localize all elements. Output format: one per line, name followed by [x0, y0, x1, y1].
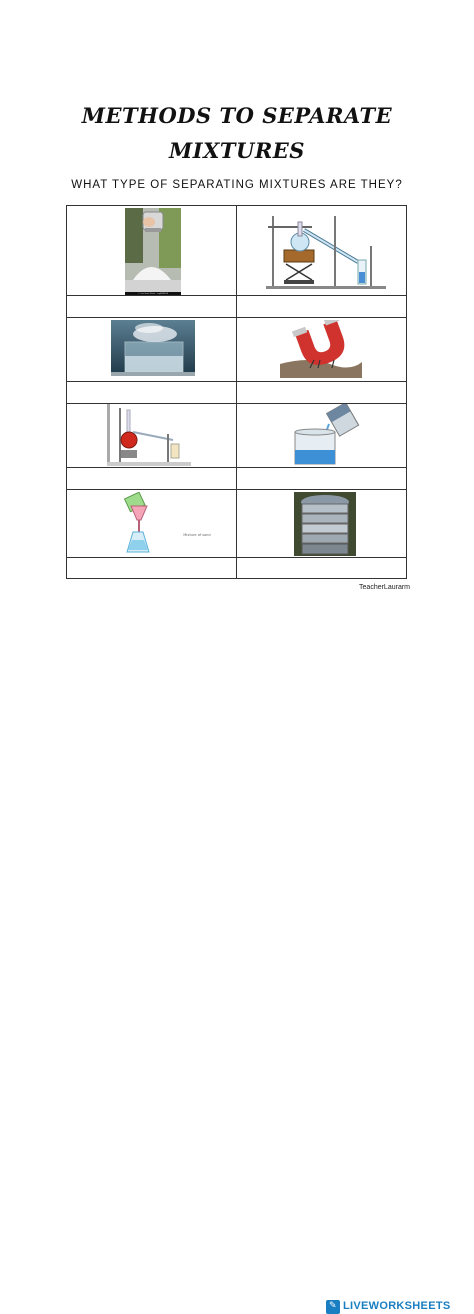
- funnel-caption: Mixture of sand: [183, 533, 211, 537]
- liveworksheets-logo-icon: ✎: [326, 1300, 340, 1314]
- image-cell-distillation: [237, 206, 407, 296]
- liveworksheets-logo-text[interactable]: LIVEWORKSHEETS: [343, 1300, 451, 1312]
- image-cell-magnetism: [237, 318, 407, 382]
- image-cell-sieving-flour: [67, 206, 237, 296]
- footer: [0, 648, 474, 1312]
- answer-box-4[interactable]: [237, 382, 407, 404]
- image-cell-distillation-flask: [67, 404, 237, 468]
- answer-box-2[interactable]: [237, 296, 407, 318]
- magnet-image: [280, 320, 362, 378]
- photo-caption: © Can Stock Photo - csp4089626: [138, 293, 168, 295]
- answer-box-1[interactable]: [67, 296, 237, 318]
- image-cell-filtration: [67, 490, 237, 558]
- worksheet-grid: [66, 205, 407, 579]
- answer-box-5[interactable]: [67, 468, 237, 490]
- distillation-image: [266, 210, 386, 292]
- page-title-line2: MIXTURES: [169, 138, 305, 163]
- sieving-flour-image: [125, 208, 181, 295]
- distillation-flask-image: [107, 404, 191, 466]
- page-title-line1: METHODS TO SEPARATE: [81, 103, 393, 128]
- answer-box-6[interactable]: [237, 468, 407, 490]
- answer-box-7[interactable]: [67, 558, 237, 578]
- image-cell-decanting: [237, 404, 407, 468]
- image-cell-sieves: [237, 490, 407, 558]
- sieves-image: [294, 492, 356, 556]
- answer-box-8[interactable]: [237, 558, 407, 578]
- evaporation-image: [111, 320, 195, 376]
- answer-box-3[interactable]: [67, 382, 237, 404]
- page-subtitle: WHAT TYPE OF SEPARATING MIXTURES ARE THEY?: [71, 179, 403, 191]
- filtration-image: [113, 492, 223, 556]
- decanting-image: [285, 404, 361, 466]
- image-cell-evaporation: [67, 318, 237, 382]
- author-credit: TeacherLaurarm: [359, 584, 410, 591]
